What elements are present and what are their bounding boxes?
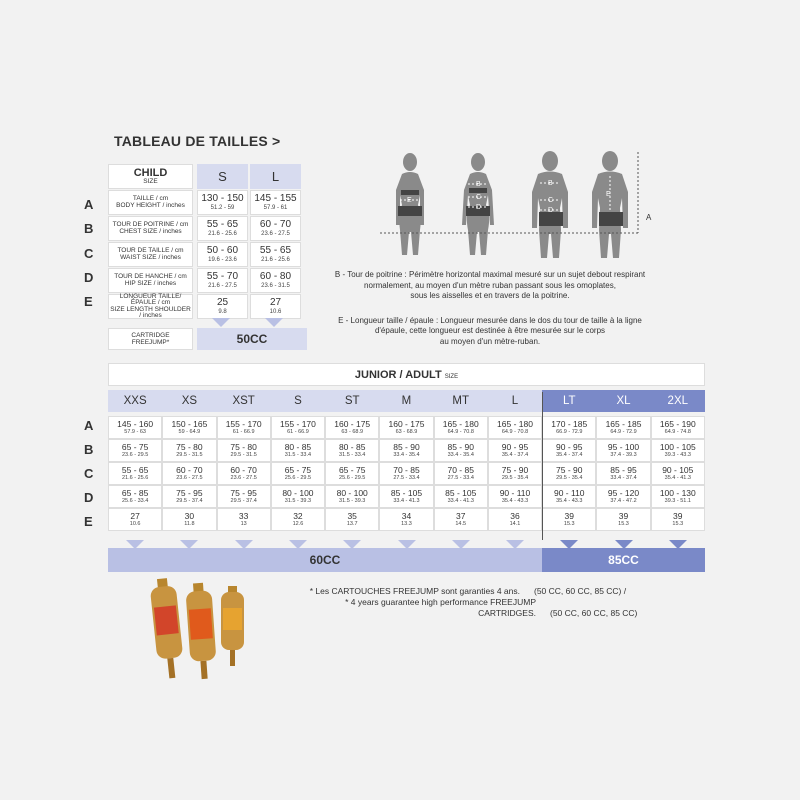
cell-in: 27.5 - 33.4 <box>447 474 474 481</box>
adult-cell <box>162 462 216 485</box>
cell-cm: 90 - 110 <box>553 488 585 498</box>
adult-cell <box>108 439 162 462</box>
child-cell <box>197 268 248 293</box>
adult-cell <box>596 462 650 485</box>
cartridge-85cc: 85CC <box>542 548 705 572</box>
definition-b-line3: sous les aisselles et en travers de la poitrine. <box>410 291 570 300</box>
child-row-label-cm: TAILLE / cm <box>132 195 169 202</box>
adult-cell <box>379 485 433 508</box>
child-row-label-cm: TOUR DE POITRINE / cm <box>112 221 189 228</box>
cell-cm: 85 - 95 <box>610 465 637 475</box>
cell-cm: 27 <box>130 511 140 521</box>
size-header-s: S <box>197 164 248 189</box>
row-letter-b: B <box>84 221 94 236</box>
adult-cell <box>325 462 379 485</box>
adult-cell <box>488 416 542 439</box>
cell-in: 51.2 - 59 <box>210 205 235 211</box>
child-cartridge-row <box>108 328 307 350</box>
adult-cell <box>379 508 433 531</box>
size-header: L <box>488 390 542 412</box>
cell-cm: 95 - 100 <box>607 442 640 452</box>
cell-cm: 80 - 100 <box>282 488 314 498</box>
cell-in: 21.6 - 25.6 <box>261 257 290 263</box>
cell-cm: 85 - 105 <box>390 488 423 498</box>
footnote-line1-right: (50 CC, 60 CC, 85 CC) / <box>534 586 627 596</box>
child-header-sub: SIZE <box>143 177 158 185</box>
adult-cell <box>542 508 596 531</box>
cell-cm: 145 - 155 <box>254 193 297 204</box>
size-header: LT <box>542 390 596 412</box>
cell-cm: 90 - 110 <box>499 488 531 498</box>
fig-letter-d1: D <box>476 204 482 211</box>
child-header <box>108 164 193 189</box>
child-cell <box>197 216 248 241</box>
cell-in: 23.6 - 27.5 <box>230 474 257 481</box>
cell-cm: 60 - 70 <box>259 219 292 230</box>
size-header: XS <box>162 390 216 412</box>
adult-cell <box>108 462 162 485</box>
adult-cell <box>434 416 488 439</box>
cell-in: 21.6 - 25.6 <box>121 474 149 481</box>
adult-cell <box>596 485 650 508</box>
footnote-line2-left: * 4 years guarantee high performance FREEJUMP CARTRIDGES. <box>345 597 536 618</box>
cell-cm: 65 - 75 <box>338 465 366 475</box>
row-letter-a: A <box>84 197 94 212</box>
cell-in: 35.4 - 37.4 <box>556 451 583 458</box>
adult-cell <box>434 508 488 531</box>
adult-cell <box>217 439 271 462</box>
row-letter-d: D <box>84 490 94 505</box>
cell-in: 64.9 - 72.9 <box>610 428 637 435</box>
cell-cm: 27 <box>269 297 282 308</box>
adult-row <box>108 462 705 485</box>
row-letter-a: A <box>84 418 94 433</box>
cell-in: 63 - 68.9 <box>341 428 364 435</box>
cell-cm: 165 - 180 <box>442 419 479 429</box>
cell-cm: 155 - 170 <box>279 419 316 429</box>
cell-in: 25.6 - 33.4 <box>121 497 149 504</box>
cell-cm: 55 - 65 <box>259 245 292 256</box>
cell-in: 21.6 - 27.5 <box>208 283 237 289</box>
cell-cm: 75 - 90 <box>501 465 529 475</box>
cell-cm: 55 - 65 <box>121 465 149 475</box>
adult-cell <box>488 485 542 508</box>
size-header: ST <box>325 390 379 412</box>
cell-cm: 90 - 95 <box>501 442 529 452</box>
cell-cm: 70 - 85 <box>447 465 474 475</box>
cell-cm: 145 - 160 <box>117 419 154 429</box>
cell-in: 15.3 <box>563 520 575 527</box>
cell-in: 57.9 - 63 <box>124 428 146 435</box>
adult-cell <box>488 462 542 485</box>
adult-cell <box>488 508 542 531</box>
fig-letter-e2: E <box>606 191 611 198</box>
cell-cm: 39 <box>673 511 683 521</box>
cell-in: 13.3 <box>401 520 412 527</box>
cell-in: 15.3 <box>618 520 629 527</box>
cell-in: 10.6 <box>269 309 282 315</box>
adult-cartridge-band <box>108 548 705 572</box>
measurement-definitions <box>310 270 670 347</box>
cell-cm: 85 - 90 <box>393 442 420 452</box>
cell-in: 39.3 - 43.3 <box>664 451 691 458</box>
size-header: MT <box>434 390 488 412</box>
cell-in: 29.5 - 31.5 <box>176 451 203 458</box>
row-letter-b: B <box>84 442 94 457</box>
cell-cm: 35 <box>347 511 357 521</box>
cell-in: 33.4 - 35.4 <box>393 451 420 458</box>
adult-cell <box>271 416 325 439</box>
cell-cm: 32 <box>293 511 303 521</box>
cartridge-label-line1: CARTRIDGE <box>131 331 170 339</box>
body-silhouettes <box>380 150 660 260</box>
adult-cell <box>108 508 162 531</box>
cell-cm: 75 - 80 <box>176 442 203 452</box>
fig-letter-d2: D <box>548 207 554 214</box>
cell-in: 23.6 - 31.5 <box>261 283 290 289</box>
cartridge-50cc: 50CC <box>197 328 307 350</box>
cell-in: 37.4 - 39.3 <box>610 451 637 458</box>
fig-letter-e1: E <box>407 197 412 204</box>
cell-cm: 80 - 85 <box>338 442 366 452</box>
cell-cm: 165 - 185 <box>605 419 642 429</box>
silhouette-woman-1 <box>396 153 424 255</box>
child-row-label <box>108 216 193 241</box>
cell-cm: 90 - 105 <box>662 465 694 475</box>
adult-cell <box>325 416 379 439</box>
size-header: M <box>379 390 433 412</box>
cell-cm: 170 - 185 <box>551 419 588 429</box>
cell-cm: 65 - 75 <box>121 442 149 452</box>
cell-in: 9.8 <box>218 309 227 315</box>
cell-in: 29.5 - 37.4 <box>230 497 257 504</box>
adult-cell <box>596 508 650 531</box>
cartridge-label-line2: FREEJUMP* <box>131 339 170 346</box>
cell-in: 37.4 - 47.2 <box>610 497 637 504</box>
cell-cm: 160 - 175 <box>334 419 371 429</box>
adult-row <box>108 485 705 508</box>
cell-cm: 90 - 95 <box>556 442 583 452</box>
cell-in: 13.7 <box>346 520 358 527</box>
adult-cell <box>434 462 488 485</box>
cell-cm: 65 - 75 <box>284 465 312 475</box>
cell-in: 25.6 - 29.5 <box>284 474 312 481</box>
cell-cm: 34 <box>401 511 412 521</box>
adult-cell <box>271 485 325 508</box>
adult-cell <box>379 439 433 462</box>
cell-in: 64.9 - 74.8 <box>664 428 691 435</box>
child-cell <box>250 294 301 319</box>
cell-in: 11.8 <box>184 520 195 527</box>
child-cell <box>197 294 248 319</box>
child-row-label-in: CHEST SIZE / inches <box>119 227 182 235</box>
adult-title-text: JUNIOR / ADULT <box>354 369 442 381</box>
cell-in: 33.4 - 41.3 <box>447 497 474 504</box>
adult-cell <box>217 485 271 508</box>
cell-cm: 50 - 60 <box>206 245 239 256</box>
child-row-label <box>108 242 193 267</box>
cell-cm: 85 - 90 <box>447 442 474 452</box>
child-row-label-in: SIZE LENGTH SHOULDER / inches <box>110 305 191 319</box>
child-row-label <box>108 190 193 215</box>
cell-cm: 33 <box>238 511 249 521</box>
cell-cm: 80 - 100 <box>336 488 368 498</box>
cell-cm: 60 - 70 <box>176 465 203 475</box>
cell-cm: 160 - 175 <box>388 419 425 429</box>
cell-in: 33.4 - 41.3 <box>393 497 420 504</box>
cell-in: 35.4 - 37.4 <box>501 451 529 458</box>
fig-letter-b2: B <box>548 180 553 187</box>
cell-in: 61 - 66.9 <box>287 428 309 435</box>
cell-in: 64.9 - 70.8 <box>447 428 474 435</box>
row-letter-c: C <box>84 466 94 481</box>
cell-in: 23.6 - 27.5 <box>176 474 203 481</box>
cartridge-3 <box>221 586 244 666</box>
cell-cm: 130 - 150 <box>201 193 244 204</box>
cell-cm: 39 <box>618 511 629 521</box>
child-row-label-cm: TOUR DE TAILLE / cm <box>117 247 184 254</box>
cartridge-2 <box>185 582 218 680</box>
silhouette-man-1 <box>532 151 568 258</box>
adult-cell <box>217 416 271 439</box>
child-row-label-in: HIP SIZE / inches <box>124 279 177 287</box>
child-row-label-cm: TOUR DE HANCHE / cm <box>114 273 187 280</box>
adult-cell <box>271 508 325 531</box>
adult-cell <box>542 485 596 508</box>
adult-cell <box>271 439 325 462</box>
child-row-label-in: BODY HEIGHT / inches <box>116 201 185 209</box>
cell-cm: 36 <box>510 511 520 521</box>
cell-cm: 85 - 105 <box>445 488 477 498</box>
child-cell <box>197 242 248 267</box>
row-letter-e: E <box>84 514 93 529</box>
column-divider <box>542 392 543 540</box>
cell-in: 19.6 - 23.6 <box>208 257 237 263</box>
adult-cell <box>651 416 705 439</box>
adult-cell <box>542 439 596 462</box>
arrow-child-l <box>265 318 283 327</box>
cell-cm: 75 - 90 <box>556 465 583 475</box>
cell-cm: 165 - 190 <box>659 419 696 429</box>
cell-cm: 70 - 85 <box>393 465 420 475</box>
adult-cell <box>379 416 433 439</box>
cell-cm: 30 <box>184 511 195 521</box>
cell-cm: 75 - 80 <box>230 442 257 452</box>
row-letter-e: E <box>84 294 93 309</box>
child-row <box>108 216 304 241</box>
cell-cm: 165 - 180 <box>497 419 533 429</box>
definition-e-line3: au moyen d'un mètre-ruban. <box>439 336 541 346</box>
cell-in: 29.5 - 35.4 <box>501 474 529 481</box>
cell-in: 21.6 - 25.6 <box>208 231 237 237</box>
cell-in: 14.5 <box>455 520 467 527</box>
adult-cell <box>542 462 596 485</box>
cell-cm: 75 - 95 <box>176 488 203 498</box>
page-title: TABLEAU DE TAILLES > <box>114 133 281 149</box>
adult-cell <box>108 416 162 439</box>
adult-cell <box>651 462 705 485</box>
cell-cm: 155 - 170 <box>225 419 262 429</box>
adult-cell <box>434 485 488 508</box>
definition-e-line1: E - Longueur taille / épaule : Longueur mesurée dans le dos du tour de taille à la ligne <box>338 315 642 325</box>
cell-cm: 75 - 95 <box>230 488 257 498</box>
definition-b-line2: normalement, au moyen d'un mètre ruban passant sous les omoplates, <box>364 280 616 290</box>
cell-in: 31.5 - 33.4 <box>339 451 366 458</box>
adult-cell <box>379 462 433 485</box>
definition-b-line1: B - Tour de poitrine : Périmètre horizontal maximal mesuré sur un sujet debout respirant <box>334 270 646 279</box>
cell-in: 13 <box>240 520 247 527</box>
cell-cm: 55 - 65 <box>206 219 239 230</box>
cell-in: 35.4 - 43.3 <box>556 497 583 504</box>
child-row <box>108 294 304 319</box>
adult-cell <box>162 416 216 439</box>
cell-in: 35.4 - 41.3 <box>664 474 691 481</box>
adult-cell <box>162 508 216 531</box>
cell-in: 27.5 - 33.4 <box>393 474 420 481</box>
definition-e-line2: d'épaule, cette longueur est destinée à être mesurée sur le corps <box>374 326 606 335</box>
cell-cm: 60 - 80 <box>259 271 292 282</box>
fig-letter-c1: C <box>476 194 482 201</box>
size-header-l: L <box>250 164 301 189</box>
size-header: XL <box>596 390 650 412</box>
cell-cm: 100 - 130 <box>659 488 696 498</box>
cell-cm: 37 <box>455 511 466 521</box>
footnote <box>290 586 680 619</box>
cell-in: 12.6 <box>292 520 304 527</box>
adult-cell <box>325 485 379 508</box>
cell-cm: 150 - 165 <box>171 419 208 429</box>
adult-cell <box>434 439 488 462</box>
child-row <box>108 242 304 267</box>
cell-in: 23.6 - 29.5 <box>121 451 149 458</box>
cartridge-1 <box>149 577 185 679</box>
cell-in: 14.1 <box>509 520 521 527</box>
cell-in: 31.5 - 33.4 <box>284 451 312 458</box>
row-letter-c: C <box>84 246 94 261</box>
adult-cell <box>651 508 705 531</box>
child-row-label-cm: LONGUEUR TAILLE/ÉPAULE / cm <box>119 292 182 306</box>
child-header-label: CHILD <box>133 166 168 179</box>
cell-in: 57.9 - 61 <box>263 205 288 211</box>
footnote-line2-right: (50 CC, 60 CC, 85 CC) <box>550 608 638 618</box>
fig-letter-c2: C <box>548 197 554 204</box>
cell-cm: 60 - 70 <box>230 465 257 475</box>
adult-cell <box>542 416 596 439</box>
child-row-label <box>108 268 193 293</box>
footnote-line1-left: * Les CARTOUCHES FREEJUMP sont garanties 4 ans. <box>309 586 520 596</box>
fig-letter-a: A <box>646 213 652 222</box>
child-row-label-in: WAIST SIZE / inches <box>120 253 181 261</box>
cartridge-60cc: 60CC <box>108 548 542 572</box>
child-cell <box>250 190 301 215</box>
cell-in: 25.6 - 29.5 <box>339 474 366 481</box>
cell-in: 61 - 66.9 <box>232 428 255 435</box>
adult-cell <box>217 462 271 485</box>
child-row <box>108 190 304 215</box>
cell-in: 31.5 - 39.3 <box>284 497 312 504</box>
cell-in: 10.6 <box>129 520 141 527</box>
size-header: XXS <box>108 390 162 412</box>
cell-cm: 25 <box>216 297 229 308</box>
fig-letter-b1: B <box>476 181 481 188</box>
cell-in: 23.6 - 27.5 <box>261 231 290 237</box>
adult-cell <box>217 508 271 531</box>
adult-row <box>108 508 705 531</box>
adult-cell <box>488 439 542 462</box>
child-cell <box>250 242 301 267</box>
child-size-table <box>108 164 304 320</box>
adult-table-title <box>108 363 705 386</box>
adult-row <box>108 439 705 462</box>
adult-cell <box>162 439 216 462</box>
cell-in: 29.5 - 37.4 <box>176 497 203 504</box>
cell-in: 64.9 - 70.8 <box>501 428 529 435</box>
cell-in: 63 - 68.9 <box>395 428 418 435</box>
cell-in: 59 - 64.9 <box>178 428 201 435</box>
size-header: 2XL <box>651 390 705 412</box>
arrow-child-s <box>212 318 230 327</box>
child-cell <box>250 268 301 293</box>
adult-row <box>108 416 705 439</box>
cell-cm: 80 - 85 <box>284 442 312 452</box>
row-letter-d: D <box>84 270 94 285</box>
adult-cell <box>162 485 216 508</box>
cell-in: 31.5 - 39.3 <box>339 497 366 504</box>
size-header: S <box>271 390 325 412</box>
cartridge-label <box>108 328 193 350</box>
cell-in: 66.9 - 72.9 <box>556 428 583 435</box>
adult-cell <box>651 439 705 462</box>
adult-title-sub: SIZE <box>444 374 459 380</box>
adult-cell <box>325 439 379 462</box>
cell-cm: 95 - 120 <box>607 488 640 498</box>
child-cell <box>250 216 301 241</box>
cell-cm: 39 <box>564 511 574 521</box>
cell-in: 33.4 - 35.4 <box>447 451 474 458</box>
adult-cell <box>596 439 650 462</box>
cell-in: 39.3 - 51.1 <box>664 497 691 504</box>
child-row <box>108 268 304 293</box>
cell-in: 35.4 - 43.3 <box>501 497 529 504</box>
adult-cell <box>651 485 705 508</box>
cell-in: 29.5 - 35.4 <box>556 474 583 481</box>
cartridges-image <box>145 572 265 687</box>
adult-cell <box>596 416 650 439</box>
cell-in: 29.5 - 31.5 <box>230 451 257 458</box>
adult-cell <box>108 485 162 508</box>
adult-cell <box>325 508 379 531</box>
cell-cm: 55 - 70 <box>206 271 239 282</box>
cell-cm: 100 - 105 <box>659 442 696 452</box>
child-row-label <box>108 294 193 319</box>
child-cell <box>197 190 248 215</box>
adult-cell <box>271 462 325 485</box>
size-header: XST <box>217 390 271 412</box>
cell-in: 33.4 - 37.4 <box>610 474 637 481</box>
cell-cm: 65 - 85 <box>121 488 149 498</box>
cell-in: 15.3 <box>672 520 684 527</box>
adult-size-table <box>108 363 705 531</box>
